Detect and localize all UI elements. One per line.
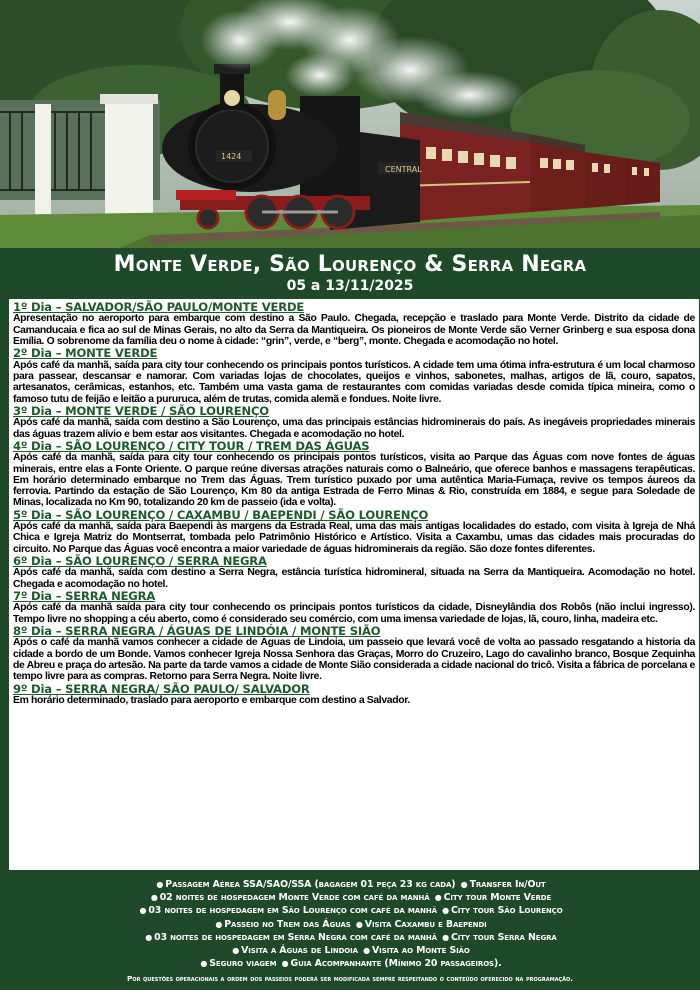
bullet-icon: ●	[442, 906, 449, 916]
day-8-text: Após o café da manhã vamos conhecer a cidade de Águas de Lindoia, um passeio que levará você de volta ao passado resgatando a historia da cidade a bordo de um Bonde. Vamos conhecer Igreja Nossa Senhora das Graças, Morro do Cruzeiro, Lago do cavalinho branco, Bosque Zequinha de Abreu e praça do artesão. Na parte da tarde vamos a cidade de Monte Sião considerada a cidade nacional do tricô. Visita a fábrica de porcelana e tempo livre para as compras. Retorno para Serra Negra. Noite livre.	[13, 637, 695, 683]
day-3-text: Após café da manhã, saída com destino a São Lourenço, uma das principais estâncias hidrominerais do país. As inegáveis propriedades minerais das águas trazem alívio e bem estar aos visitantes. Chegada e acomodação no hotel.	[13, 417, 695, 440]
day-7-text: Após café da manhã saída para city tour conhecendo os principais pontos turísticos da cidade, Disneylândia dos Robôs (não inclui ingresso). Tempo livre no shopping a céu aberto, como é considerado seu comércio, com uma imensa variedade de lojas, lã, couro, linha, madeira etc.	[13, 602, 695, 625]
bullet-icon: ●	[145, 932, 153, 942]
bullet-icon: ●	[139, 906, 147, 916]
inclusion-item: City tour São Lourenço	[450, 905, 563, 917]
inclusion-item: Visita ao Monte Sião	[372, 945, 470, 957]
day-9-text: Em horário determinado, traslado para aeroporto e embarque com destino a Salvador.	[13, 695, 410, 707]
day-4-title: 4º Dia – SÃO LOURENÇO / CITY TOUR / TREM DAS ÁGUAS	[13, 438, 370, 453]
bullet-icon: ●	[200, 959, 208, 969]
day-8-title: 8º Dia – SERRA NEGRA / ÁGUAS DE LINDÓIA / MONTE SIÃO	[13, 624, 381, 639]
travel-dates: 05 a 13/11/2025	[286, 278, 414, 294]
day-2-text: Após café da manhã, saída para city tour conhecendo os principais pontos turísticos. A cidade tem uma ótima infra-estrutura é um local charmoso para passear, descansar e namorar. Com variadas lojas de chocolates, queijos e vinhos, sabonetes, malhas, artigos de lã, couro, sapatos, artesanatos, cerâmicas, estanhos, etc. Também uma vasta gama de restaurantes com comidas variadas desde comida típica mineira, como o famoso tutu de feijão e leitão a pururuca, além de trutas, comida alemã e fondues. Noite livre.	[13, 359, 695, 405]
day-6-title: 6º Dia – SÃO LOURENÇO / SERRA NEGRA	[13, 554, 267, 569]
inclusion-item: Passeio no Trem das Águas	[224, 918, 351, 930]
bullet-icon: ●	[150, 893, 158, 903]
day-5-title: 5º Dia – SÃO LOURENÇO / CAXAMBU / BAEPENDI / SÃO LOURENÇO	[13, 507, 429, 522]
bullet-icon: ●	[232, 946, 240, 956]
inclusion-item: Visita a Águas de Lindoia	[241, 945, 358, 957]
hero-photo	[0, 0, 700, 248]
inclusion-item: City tour Monte Verde	[443, 892, 552, 904]
day-4-text: Após café da manhã, saída para city tour conhecendo os principais pontos turísticos, visita ao Parque das Águas com nove fontes de águas minerais, entre elas a Fonte Oriente. O parque reúne diversas atrações naturais como o Balneário, que oferece banhos e massagens terapêuticas. Em horário determinado embarque no Trem das Águas. Trem turístico puxado por uma autêntica Maria-Fumaça, revive os tempos áureos da ferrovia. Partindo da estação de São Lourenço, Km 80 da antiga Estrada de Ferro Minas & Rio, construída em 1884, e segue para Soledade de Minas, localizada no Km 90, totalizando 20 km de passeio (ida e volta).	[13, 452, 695, 509]
page-title: Monte Verde, São Lourenço & Serra Negra	[113, 252, 587, 277]
day-6-text: Após café da manhã, saída com destino a Serra Negra, estância turística hidromineral, situada na Serra da Mantiqueira. Acomodação no hotel. Chegada e acomodação no hotel.	[13, 567, 695, 590]
bullet-icon: ●	[355, 919, 363, 929]
inclusion-item: City tour Serra Negra	[450, 931, 557, 943]
steam-train-illustration	[0, 0, 700, 248]
tender-plate: CENTRAL	[385, 165, 422, 174]
inclusion-item: 03 noites de hospedagem em São Lourenço com café da manhã	[148, 905, 437, 917]
day-1-title: 1º Dia – SALVADOR/SÃO PAULO/MONTE VERDE	[13, 300, 305, 314]
inclusion-item: Passagem Aérea SSA/SAO/SSA (bagagem 01 peça 23 kg cada)	[165, 879, 456, 890]
day-3-title: 3º Dia – MONTE VERDE / SÃO LOURENÇO	[13, 403, 269, 418]
inclusion-line	[0, 944, 700, 957]
day-9-title: 9º Dia – SERRA NEGRA/ SÃO PAULO/ SALVADOR	[13, 681, 310, 696]
inclusion-item: Transfer In/Out	[469, 879, 546, 890]
inclusion-line	[0, 878, 700, 891]
day-5-text: Após café da manhã, saída para Baependi às margens da Estrada Real, uma das mais antigas localidades do estado, com visita à Igreja de Nhá Chica e Igreja Matriz do Montserrat, tombada pelo Patrimônio Histórico e Artístico. Visita a Caxambu, umas das cidades mais procuradas do circuito. No Parque das Águas você encontra a maior variedade de águas hidrominerais da região. São doze fontes diferentes.	[13, 521, 695, 555]
inclusion-item: 03 noites de hospedagem em Serra Negra com café da manhã	[154, 931, 437, 943]
inclusion-line	[0, 957, 700, 970]
inclusion-item: Visita Caxambu e Baependi	[364, 918, 487, 930]
itinerary-box	[6, 296, 700, 873]
bullet-icon: ●	[156, 880, 164, 889]
day-2-title: 2º Dia – MONTE VERDE	[13, 346, 158, 361]
bullet-icon: ●	[281, 959, 289, 969]
day-7-title: 7º Dia – SERRA NEGRA	[13, 589, 156, 604]
inclusion-item: Seguro viagem	[209, 958, 277, 970]
inclusion-line	[0, 891, 700, 904]
day-1-text: Apresentação no aeroporto para embarque com destino a São Paulo. Chegada, recepção e traslado para Monte Verde. Distrito da cidade de Camanducaia e fica ao sul de Minas Gerais, no alto da Serra da Mantiqueira. Os pioneiros de Monte Verde são Verner Grinberg e sua esposa dona Emília. O sobrenome da família deu o nome à cidade: “grin”, verde, e “berg”, monte. Chegada e acomodação no hotel.	[13, 313, 695, 347]
title-band	[0, 248, 700, 296]
bullet-icon: ●	[442, 932, 449, 942]
inclusion-item: Guia Acompanhante (Mínimo 20 passageiros).	[290, 958, 502, 970]
bullet-icon: ●	[460, 880, 468, 889]
bullet-icon: ●	[363, 946, 371, 956]
inclusion-line	[0, 931, 700, 944]
footer-note: Por questões operacionais a ordem dos passeios poderá ser modificada sempre respeitando o conteúdo oferecido na programação.	[126, 974, 574, 984]
inclusion-line	[0, 918, 700, 931]
inclusion-line	[0, 904, 700, 917]
inclusions-list	[0, 878, 700, 990]
engine-number-plate: 1424	[221, 152, 242, 161]
bullet-icon: ●	[434, 893, 442, 903]
bullet-icon: ●	[215, 919, 223, 929]
inclusion-item: 02 noites de hospedagem Monte Verde com café da manhã	[159, 892, 430, 904]
